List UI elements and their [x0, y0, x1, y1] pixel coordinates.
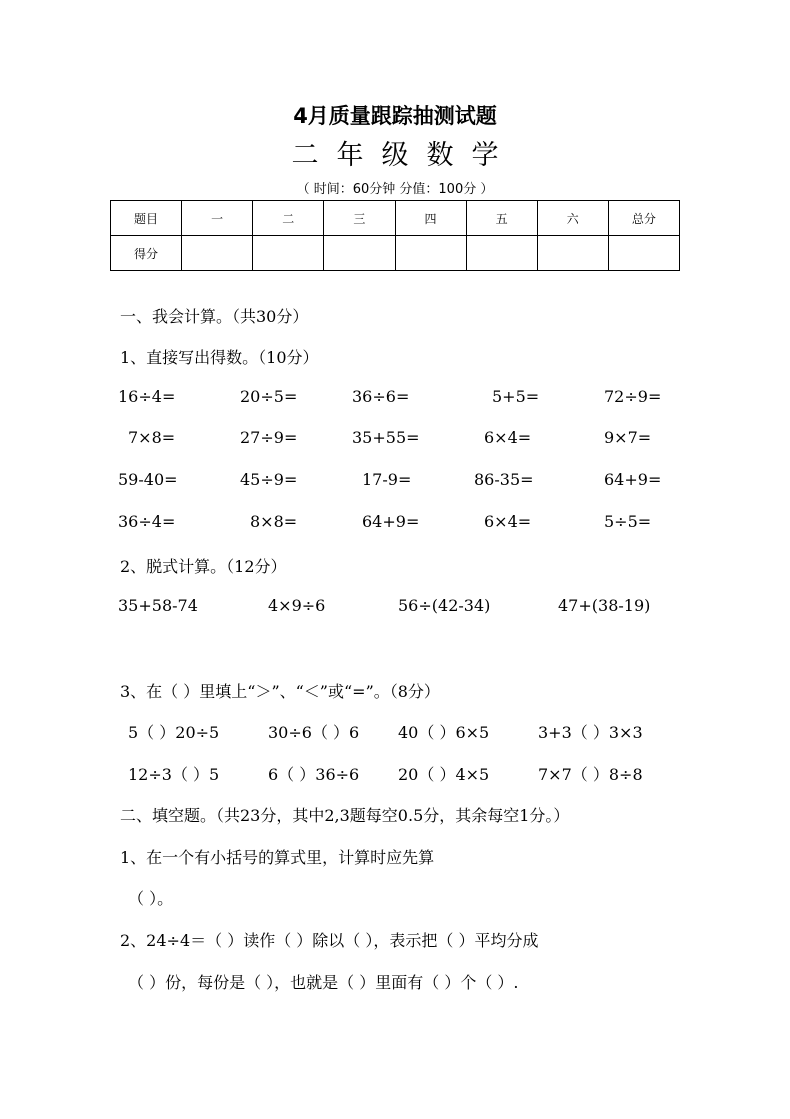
score-header-cell: 四: [395, 201, 466, 236]
score-cell: [608, 236, 679, 271]
score-row-label: 得分: [111, 236, 182, 271]
score-cell: [537, 236, 608, 271]
score-table-score-row: [111, 236, 680, 271]
calc-item: 5+5=: [492, 387, 540, 406]
calc-item: 17-9=: [362, 470, 412, 489]
calc-item: 9×7=: [604, 428, 652, 447]
calc-item: 64+9=: [362, 512, 420, 531]
calc-item: 35+55=: [352, 428, 420, 447]
score-header-cell: 三: [324, 201, 395, 236]
compare-item: 5（ ）20÷5: [128, 723, 220, 742]
stepwise-item: 4×9÷6: [268, 596, 326, 615]
compare-item: 6（ ）36÷6: [268, 765, 360, 784]
q3-title: 3、在（ ）里填上“＞”、“＜”或“=”。（8分）: [120, 682, 440, 701]
score-cell: [466, 236, 537, 271]
score-cell: [182, 236, 253, 271]
q1-title: 1、直接写出得数。（10分）: [120, 348, 319, 367]
score-header-cell: 五: [466, 201, 537, 236]
compare-item: 40（ ）6×5: [398, 723, 490, 742]
compare-item: 12÷3（ ）5: [128, 765, 220, 784]
compare-item: 7×7（ ）8÷8: [538, 765, 643, 784]
calc-item: 20÷5=: [240, 387, 298, 406]
fill-q1-blank: （ ）。: [128, 889, 174, 908]
compare-item: 30÷6（ ）6: [268, 723, 360, 742]
calc-item: 8×8=: [250, 512, 298, 531]
compare-item: 3+3（ ）3×3: [538, 723, 643, 742]
exam-subject: 二年级数学: [291, 140, 517, 171]
score-header-cell: 二: [253, 201, 324, 236]
fill-q2-line2: （ ）份，每份是（ ），也就是（ ）里面有（ ）个（ ）.: [128, 973, 519, 992]
calc-item: 6×4=: [484, 512, 532, 531]
compare-item: 20（ ）4×5: [398, 765, 490, 784]
score-header-cell: 一: [182, 201, 253, 236]
q2-title: 2、脱式计算。（12分）: [120, 557, 287, 576]
score-header-cell: 题目: [111, 201, 182, 236]
section1-title: 一、我会计算。（共30分）: [120, 307, 309, 326]
score-table: [110, 200, 680, 271]
exam-title: 4月质量跟踪抽测试题: [293, 104, 497, 128]
calc-item: 72÷9=: [604, 387, 662, 406]
calc-item: 36÷6=: [352, 387, 410, 406]
fill-q1-text: 1、在一个有小括号的算式里，计算时应先算: [120, 848, 435, 867]
calc-item: 86-35=: [474, 470, 534, 489]
calc-item: 27÷9=: [240, 428, 298, 447]
fill-q2-line1: 2、24÷4＝（ ）读作（ ）除以（ ），表示把（ ）平均分成: [120, 931, 539, 950]
stepwise-item: 47+(38-19): [558, 596, 651, 615]
calc-item: 5÷5=: [604, 512, 652, 531]
calc-item: 59-40=: [118, 470, 178, 489]
section2-title: 二、填空题。（共23分，其中2,3题每空0.5分，其余每空1分。）: [120, 806, 570, 825]
score-cell: [324, 236, 395, 271]
stepwise-item: 35+58-74: [118, 596, 198, 615]
calc-item: 36÷4=: [118, 512, 176, 531]
calc-item: 6×4=: [484, 428, 532, 447]
score-cell: [395, 236, 466, 271]
calc-item: 45÷9=: [240, 470, 298, 489]
calc-item: 16÷4=: [118, 387, 176, 406]
score-table-header-row: [111, 201, 680, 236]
calc-item: 7×8=: [128, 428, 176, 447]
stepwise-item: 56÷(42-34): [398, 596, 491, 615]
score-header-cell: 总分: [608, 201, 679, 236]
score-cell: [253, 236, 324, 271]
score-header-cell: 六: [537, 201, 608, 236]
exam-meta: （ 时间：60分钟 分值：100分 ）: [296, 182, 494, 197]
calc-item: 64+9=: [604, 470, 662, 489]
